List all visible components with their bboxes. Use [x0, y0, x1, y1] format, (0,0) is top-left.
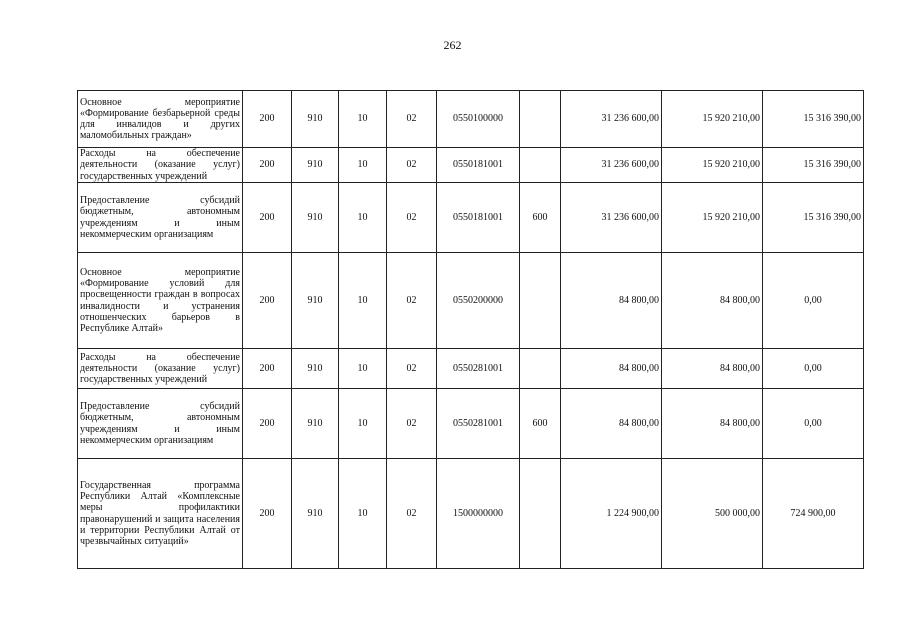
expense-type-cell: [520, 148, 561, 183]
amount-cell: 84 800,00: [662, 253, 763, 349]
target-code-cell: 0550181001: [437, 183, 520, 253]
amount-cell: 0,00: [763, 253, 864, 349]
code-cell: 200: [243, 91, 292, 148]
amount-cell: 31 236 600,00: [561, 91, 662, 148]
code-cell: 10: [339, 148, 387, 183]
code-cell: 910: [292, 349, 339, 389]
code-cell: 10: [339, 389, 387, 459]
row-name-cell: Расходы на обеспечение деятельности (оказание услуг) государственных учреждений: [78, 148, 243, 183]
amount-cell: 31 236 600,00: [561, 148, 662, 183]
amount-cell: 84 800,00: [561, 349, 662, 389]
amount-cell: 15 316 390,00: [763, 148, 864, 183]
budget-table: [77, 90, 864, 569]
table-row: [78, 349, 864, 389]
table-row: [78, 459, 864, 569]
amount-cell: 724 900,00: [763, 459, 864, 569]
amount-cell: 84 800,00: [662, 389, 763, 459]
expense-type-cell: [520, 253, 561, 349]
amount-cell: 1 224 900,00: [561, 459, 662, 569]
row-name-cell: Государственная программа Республики Алтай «Комплексные меры профилактики правонарушений и защита населения и территории Республики Алтай от чрезвычайных ситуаций»: [78, 459, 243, 569]
amount-cell: 15 920 210,00: [662, 148, 763, 183]
code-cell: 10: [339, 459, 387, 569]
code-cell: 200: [243, 183, 292, 253]
row-name-cell: Основное мероприятие «Формирование условий для просвещенности граждан в вопросах инвалидности и устранения отношенческих барьеров в Республике Алтай»: [78, 253, 243, 349]
page-number: 262: [443, 38, 462, 52]
row-name-cell: Предоставление субсидий бюджетным, автономным учреждениям и иным некоммерческим организациям: [78, 183, 243, 253]
row-name-cell: Основное мероприятие «Формирование безбарьерной среды для инвалидов и других маломобильных граждан»: [78, 91, 243, 148]
table-row: [78, 389, 864, 459]
amount-cell: 15 920 210,00: [662, 183, 763, 253]
amount-cell: 31 236 600,00: [561, 183, 662, 253]
amount-cell: 0,00: [763, 389, 864, 459]
target-code-cell: 0550100000: [437, 91, 520, 148]
code-cell: 910: [292, 183, 339, 253]
amount-cell: 84 800,00: [561, 253, 662, 349]
code-cell: 02: [387, 459, 437, 569]
amount-cell: 15 316 390,00: [763, 183, 864, 253]
code-cell: 200: [243, 459, 292, 569]
code-cell: 200: [243, 253, 292, 349]
table-row: [78, 183, 864, 253]
code-cell: 10: [339, 349, 387, 389]
code-cell: 910: [292, 389, 339, 459]
code-cell: 02: [387, 349, 437, 389]
expense-type-cell: [520, 459, 561, 569]
target-code-cell: 0550181001: [437, 148, 520, 183]
amount-cell: 15 920 210,00: [662, 91, 763, 148]
expense-type-cell: 600: [520, 389, 561, 459]
amount-cell: 500 000,00: [662, 459, 763, 569]
code-cell: 02: [387, 183, 437, 253]
code-cell: 200: [243, 349, 292, 389]
amount-cell: 84 800,00: [561, 389, 662, 459]
code-cell: 910: [292, 253, 339, 349]
code-cell: 910: [292, 91, 339, 148]
amount-cell: 15 316 390,00: [763, 91, 864, 148]
table-row: [78, 253, 864, 349]
table-row: [78, 148, 864, 183]
target-code-cell: 0550281001: [437, 389, 520, 459]
code-cell: 910: [292, 459, 339, 569]
target-code-cell: 0550200000: [437, 253, 520, 349]
code-cell: 02: [387, 389, 437, 459]
target-code-cell: 1500000000: [437, 459, 520, 569]
row-name-cell: Расходы на обеспечение деятельности (оказание услуг) государственных учреждений: [78, 349, 243, 389]
expense-type-cell: [520, 349, 561, 389]
code-cell: 200: [243, 148, 292, 183]
expense-type-cell: 600: [520, 183, 561, 253]
row-name-cell: Предоставление субсидий бюджетным, автономным учреждениям и иным некоммерческим организациям: [78, 389, 243, 459]
target-code-cell: 0550281001: [437, 349, 520, 389]
code-cell: 02: [387, 253, 437, 349]
amount-cell: 84 800,00: [662, 349, 763, 389]
code-cell: 02: [387, 148, 437, 183]
code-cell: 910: [292, 148, 339, 183]
code-cell: 10: [339, 253, 387, 349]
code-cell: 02: [387, 91, 437, 148]
code-cell: 10: [339, 183, 387, 253]
amount-cell: 0,00: [763, 349, 864, 389]
expense-type-cell: [520, 91, 561, 148]
code-cell: 10: [339, 91, 387, 148]
code-cell: 200: [243, 389, 292, 459]
table-row: [78, 91, 864, 148]
